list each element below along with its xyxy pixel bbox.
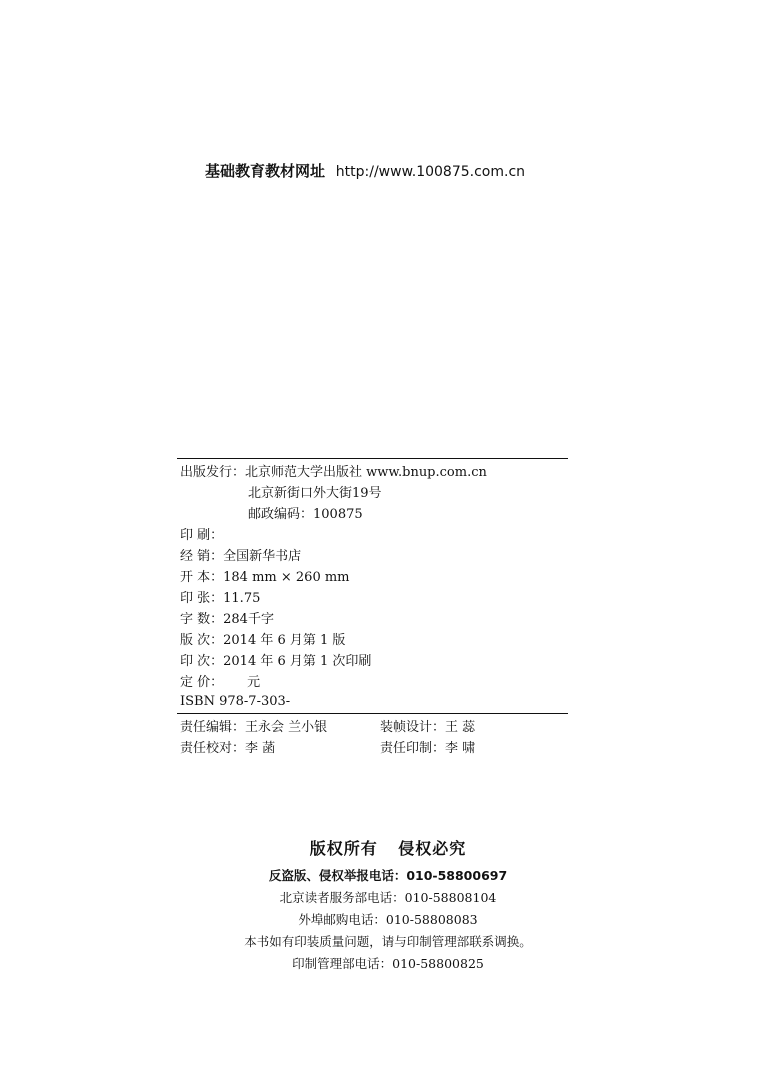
info-label: 版 次：	[180, 633, 224, 648]
print-label: 责任印制：	[380, 741, 446, 756]
postcode: 邮政编码：100875	[248, 507, 363, 522]
isbn-row	[180, 692, 290, 712]
info-row-edition	[180, 631, 345, 651]
design-name: 王 蕊	[445, 720, 476, 735]
info-row-printing	[180, 652, 371, 672]
info-label: 经 销：	[180, 549, 224, 564]
editor-names: 王永会 兰小银	[245, 720, 328, 735]
publisher-row	[180, 463, 487, 483]
info-row-price	[180, 673, 260, 693]
credits-row-2	[180, 739, 540, 759]
proof-name: 李 菡	[245, 741, 276, 756]
info-value: 2014 年 6 月第 1 版	[223, 633, 346, 648]
publisher-name: 北京师范大学出版社 www.bnup.com.cn	[245, 465, 487, 480]
info-value: 2014 年 6 月第 1 次印刷	[223, 654, 372, 669]
info-row-print	[180, 526, 223, 546]
info-label: 印 张：	[180, 591, 224, 606]
info-label: 开 本：	[180, 570, 224, 585]
postcode-row	[180, 505, 363, 525]
piracy-hotline: 反盗版、侵权举报电话：010-58800697	[268, 868, 508, 883]
address-row	[180, 484, 382, 504]
publisher-label: 出版发行：	[180, 465, 246, 480]
quality-notice: 本书如有印装质量问题，请与印制管理部联系调换。	[244, 934, 532, 949]
reader-service-phone: 北京读者服务部电话：010-58808104	[279, 890, 497, 905]
info-value: 184 mm × 260 mm	[223, 570, 350, 585]
print-management-phone: 印制管理部电话：010-58800825	[292, 956, 484, 971]
info-label: 印 次：	[180, 654, 224, 669]
mail-order-phone: 外埠邮购电话：010-58808083	[298, 912, 478, 927]
isbn: ISBN 978-7-303-	[180, 694, 291, 709]
website-label: 基础教育教材网址	[205, 162, 326, 180]
bottom-divider	[177, 713, 568, 714]
copyright-block	[0, 836, 776, 975]
info-label: 定 价：	[180, 675, 224, 690]
website-url[interactable]: http://www.100875.com.cn	[335, 164, 526, 180]
address: 北京新街口外大街19号	[248, 486, 382, 501]
info-value: 11.75	[223, 591, 261, 606]
top-divider	[177, 458, 568, 459]
print-name: 李 啸	[445, 741, 476, 756]
editor-label: 责任编辑：	[180, 720, 246, 735]
info-row-format	[180, 568, 350, 588]
credits-row-1	[180, 718, 540, 738]
info-row-wordcount	[180, 610, 274, 630]
info-value: 元	[247, 675, 261, 690]
design-label: 装帧设计：	[380, 720, 446, 735]
info-value: 全国新华书店	[223, 549, 302, 564]
proof-label: 责任校对：	[180, 741, 246, 756]
info-label: 字 数：	[180, 612, 224, 627]
info-row-distribution	[180, 547, 301, 567]
info-label: 印 刷：	[180, 528, 224, 543]
info-value: 284千字	[223, 612, 274, 627]
copyright-title: 版权所有 侵权必究	[309, 839, 467, 858]
info-row-sheets	[180, 589, 260, 609]
website-line	[205, 160, 525, 181]
